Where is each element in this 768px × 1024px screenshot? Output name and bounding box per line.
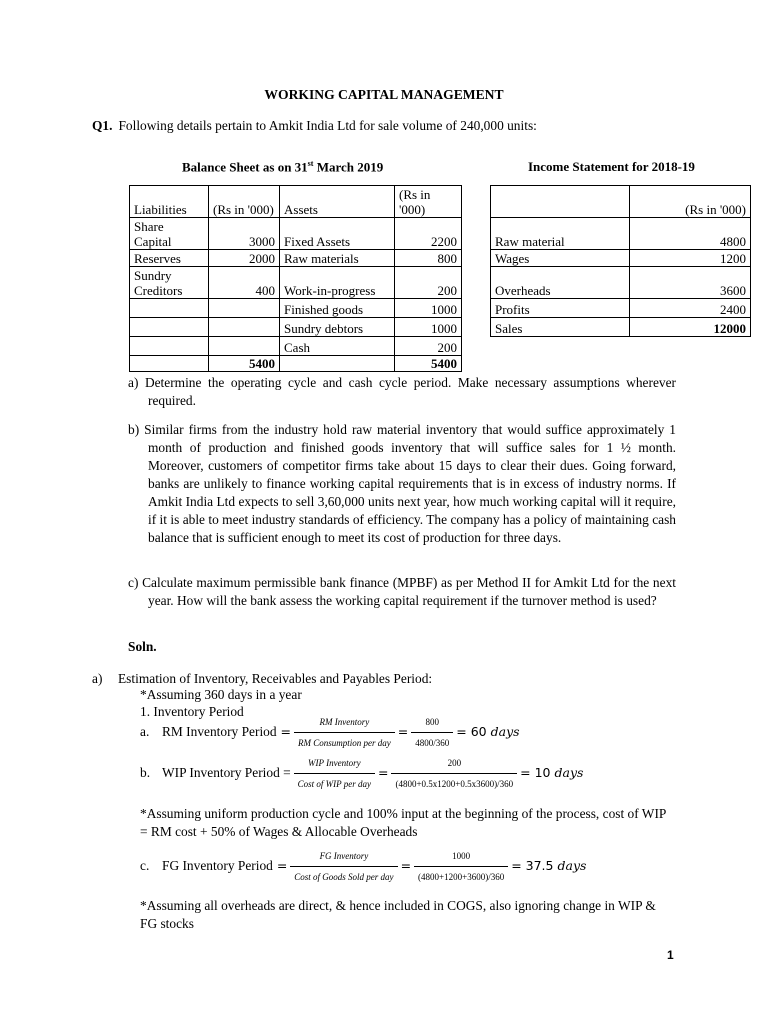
question-label: Q1. — [92, 118, 113, 133]
col-liabilities: Liabilities — [130, 186, 209, 218]
table-row: Sundry Creditors 400 Work-in-progress 200 — [130, 267, 462, 299]
page-title: WORKING CAPITAL MANAGEMENT — [264, 87, 504, 102]
assumption-days: *Assuming 360 days in a year — [140, 687, 302, 702]
table-row: Raw material 4800 — [491, 218, 751, 250]
table-row: Share Capital 3000 Fixed Assets 2200 — [130, 218, 462, 250]
solution-label: Soln. — [128, 639, 157, 654]
balance-sheet-heading: Balance Sheet as on 31st March 2019 — [182, 159, 384, 175]
col-assets: Assets — [280, 186, 395, 218]
inventory-period-heading: 1. Inventory Period — [140, 704, 244, 719]
wip-note: *Assuming uniform production cycle and 100% input at the beginning of the process, cost of WIP = RM cost + 50% of Wages & Allocable Overheads — [140, 806, 666, 839]
table-row: Cash 200 — [130, 337, 462, 356]
question-a: a) Determine the operating cycle and cash cycle period. Make necessary assumptions wherever required. — [128, 375, 676, 408]
table-row: Finished goods 1000 — [130, 299, 462, 318]
fg-formula: c. FG Inventory Period = $\frac{\text{FG Inventory}}{\text{Cost of Goods Sold per day}}$ = $\frac{1000}{(4800+1200+3600)/360}$ = 37.5 days — [140, 851, 586, 881]
income-statement-table — [490, 185, 751, 337]
table-row: Overheads 3600 — [491, 267, 751, 299]
total-liabilities: 5400 — [209, 356, 280, 372]
question-text: Following details pertain to Amkit India Ltd for sale volume of 240,000 units: — [118, 118, 537, 133]
page-number: 1 — [667, 948, 674, 962]
rm-formula: a. RM Inventory Period = $\frac{\text{RM Inventory}}{\text{RM Consumption per day}}$ = $\frac{800}{4800/360}$ = 60 days — [140, 718, 520, 746]
question-c: c) Calculate maximum permissible bank finance (MPBF) as per Method II for Amkit Ltd for the next year. How will the bank assess the working capital requirement if the turnover method is used? — [128, 575, 676, 608]
table-row: Sundry debtors 1000 — [130, 318, 462, 337]
table-row: Reserves 2000 Raw materials 800 — [130, 250, 462, 267]
wip-formula: b. WIP Inventory Period = $\frac{\text{WIP Inventory}}{\text{Cost of WIP per day}}$ = $\frac{200}{(4800+0.5x1200+0.5x3600)/360}$ = 10 days — [140, 758, 583, 788]
question-intro — [92, 118, 537, 134]
table-row: Sales 12000 — [491, 318, 751, 337]
solution-a-label: a) — [92, 671, 103, 686]
col-rs-liab: (Rs in '000) — [209, 186, 280, 218]
total-assets: 5400 — [395, 356, 462, 372]
fg-note: *Assuming all overheads are direct, & hence included in COGS, also ignoring change in WIP & FG stocks — [140, 898, 656, 931]
balance-sheet-table — [129, 185, 462, 372]
income-statement-heading: Income Statement for 2018-19 — [528, 159, 695, 174]
solution-a-heading: Estimation of Inventory, Receivables and Payables Period: — [118, 671, 433, 686]
table-row: Wages 1200 — [491, 250, 751, 267]
col-rs-assets: (Rs in '000) — [395, 186, 462, 218]
table-row: Profits 2400 — [491, 299, 751, 318]
totals-row — [130, 356, 462, 372]
col-rs: (Rs in '000) — [630, 186, 751, 218]
question-b: b) Similar firms from the industry hold raw material inventory that would suffice approximately 1 month of production and finished goods inventory that will suffice sales for 1 ½ month. Moreover, customers of competitor firms take about 15 days to clear their dues. Going forward, banks are unlikely to finance working capital requirements that is in excess of industry norms. If Amkit India Ltd expects to sell 3,60,000 units next year, how much working capital will it require, if it is able to meet industry standards of efficiency. The company has a policy of maintaining cash balance that is sufficient enough to meet its cost of production for three days. — [128, 422, 676, 545]
